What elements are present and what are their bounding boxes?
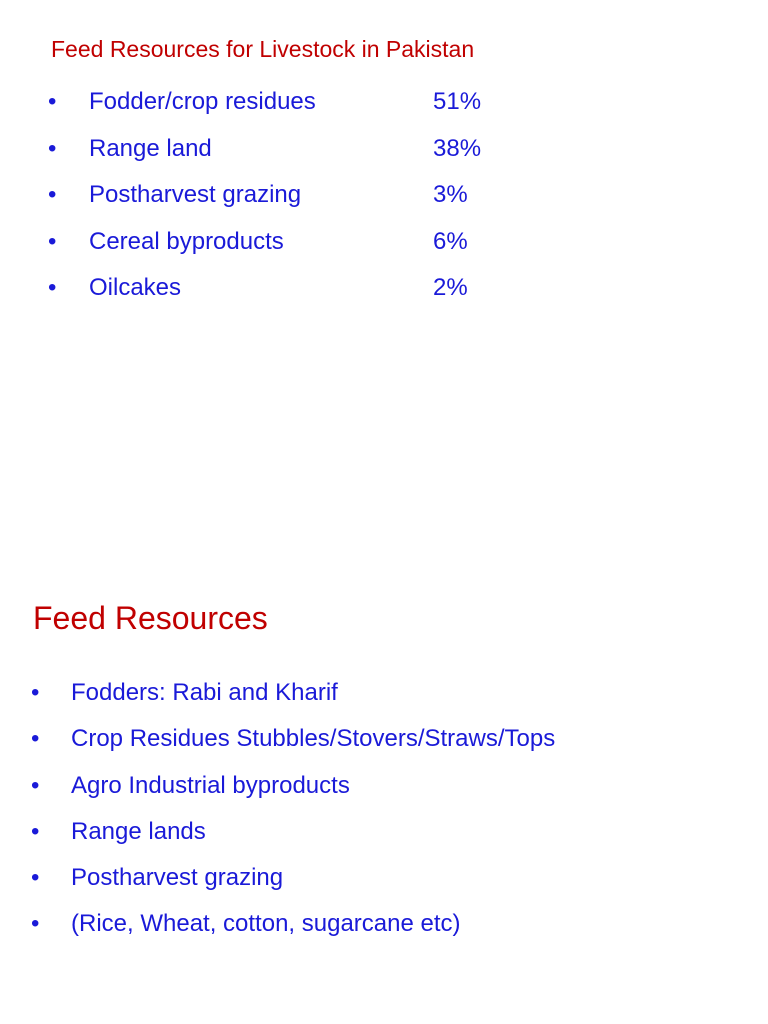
item-percent: 51% xyxy=(433,88,482,115)
bullet-icon: • xyxy=(31,910,40,938)
item-label: Crop Residues Stubbles/Stovers/Straws/Tops xyxy=(71,725,556,753)
bullet-icon: • xyxy=(48,88,57,115)
bullet-icon: • xyxy=(31,725,40,753)
bullet-icon: • xyxy=(31,817,40,845)
slide-title: Feed Resources xyxy=(33,600,268,636)
bullet-icon: • xyxy=(31,771,40,799)
item-label: Fodder/crop residues xyxy=(89,88,316,115)
item-label: Postharvest grazing xyxy=(89,181,302,208)
item-percent: 2% xyxy=(433,274,468,301)
item-label: Fodders: Rabi and Kharif xyxy=(71,679,338,706)
bullet-icon: • xyxy=(48,181,57,208)
item-label: (Rice, Wheat, cotton, sugarcane etc) xyxy=(71,910,461,938)
item-label: Range lands xyxy=(71,817,206,845)
slide-title: Feed Resources for Livestock in Pakistan xyxy=(51,36,475,62)
item-label: Oilcakes xyxy=(89,274,182,301)
item-percent: 38% xyxy=(433,134,482,162)
bullet-icon: • xyxy=(31,864,40,892)
item-label: Postharvest grazing xyxy=(71,864,284,892)
item-label: Agro Industrial byproducts xyxy=(71,771,350,799)
item-percent: 3% xyxy=(433,181,468,208)
slide-feed-resources xyxy=(0,512,768,1024)
item-label: Range land xyxy=(89,134,212,162)
bullet-icon: • xyxy=(48,274,57,301)
bullet-icon: • xyxy=(31,679,40,706)
item-label: Cereal byproducts xyxy=(89,227,284,255)
bullet-icon: • xyxy=(48,134,57,162)
bullet-icon: • xyxy=(48,227,57,255)
item-percent: 6% xyxy=(433,227,468,255)
